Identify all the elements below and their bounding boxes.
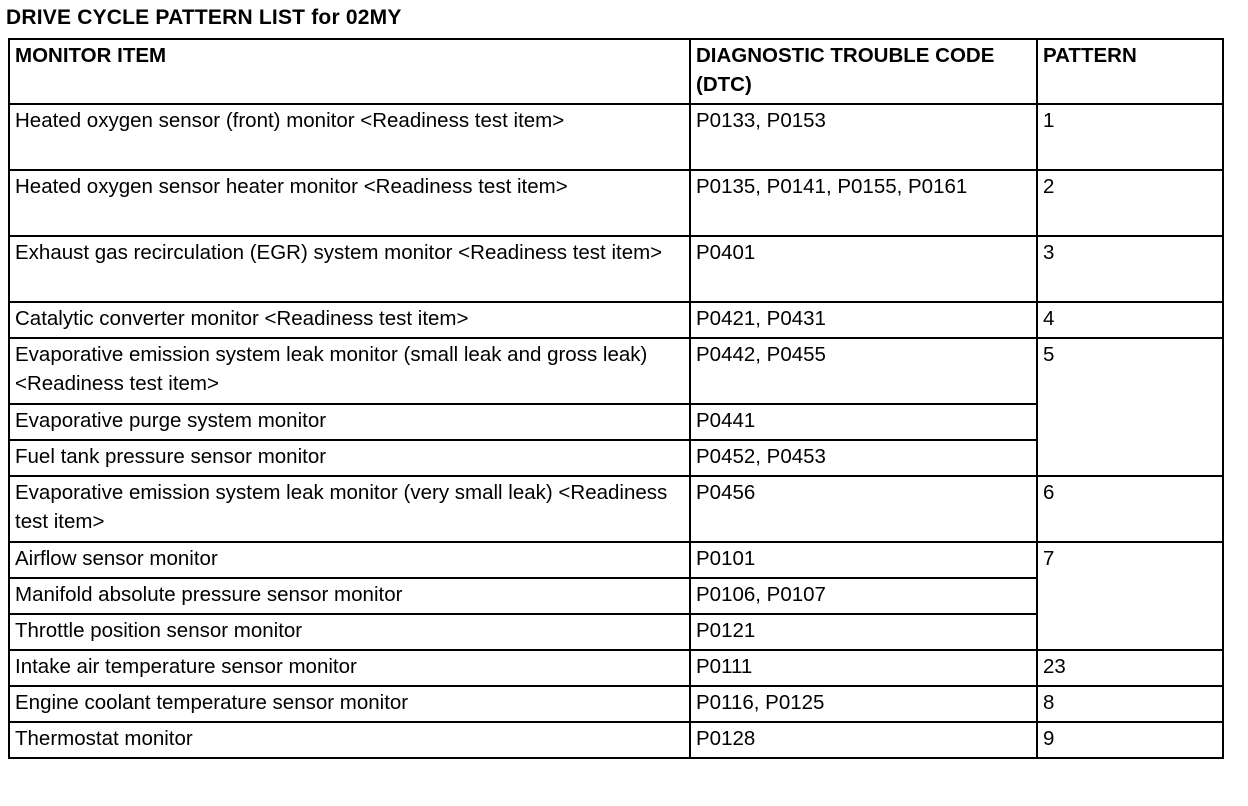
monitor-item-cell: Airflow sensor monitor: [9, 542, 690, 578]
pattern-cell: 2: [1037, 170, 1223, 236]
monitor-item-cell: Intake air temperature sensor monitor: [9, 650, 690, 686]
column-header-dtc: DIAGNOSTIC TROUBLE CODE (DTC): [690, 39, 1037, 104]
page-title: DRIVE CYCLE PATTERN LIST for 02MY: [6, 6, 402, 29]
pattern-cell: 7: [1037, 542, 1223, 650]
dtc-cell: P0116, P0125: [690, 686, 1037, 722]
pattern-cell: 23: [1037, 650, 1223, 686]
monitor-item-cell: Evaporative purge system monitor: [9, 404, 690, 440]
table-row: [9, 686, 1223, 722]
dtc-cell: P0401: [690, 236, 1037, 302]
table-row: [9, 650, 1223, 686]
dtc-cell: P0101: [690, 542, 1037, 578]
pattern-cell: 1: [1037, 104, 1223, 170]
table-row: [9, 104, 1223, 170]
dtc-cell: P0135, P0141, P0155, P0161: [690, 170, 1037, 236]
monitor-item-cell: Engine coolant temperature sensor monitor: [9, 686, 690, 722]
monitor-item-cell: Thermostat monitor: [9, 722, 690, 758]
table-row: [9, 476, 1223, 542]
table-row: [9, 170, 1223, 236]
column-header-monitor-item: MONITOR ITEM: [9, 39, 690, 104]
table-header-row: [9, 39, 1223, 104]
table-row: [9, 338, 1223, 404]
dtc-cell: P0128: [690, 722, 1037, 758]
dtc-cell: P0441: [690, 404, 1037, 440]
monitor-item-cell: Evaporative emission system leak monitor (very small leak) <Readiness test item>: [9, 476, 690, 542]
dtc-cell: P0133, P0153: [690, 104, 1037, 170]
monitor-item-cell: Heated oxygen sensor heater monitor <Readiness test item>: [9, 170, 690, 236]
pattern-cell: 5: [1037, 338, 1223, 476]
drive-cycle-pattern-table: [8, 38, 1224, 759]
pattern-cell: 3: [1037, 236, 1223, 302]
dtc-cell: P0111: [690, 650, 1037, 686]
monitor-item-cell: Exhaust gas recirculation (EGR) system monitor <Readiness test item>: [9, 236, 690, 302]
pattern-cell: 9: [1037, 722, 1223, 758]
monitor-item-cell: Evaporative emission system leak monitor (small leak and gross leak) <Readiness test item>: [9, 338, 690, 404]
monitor-item-cell: Manifold absolute pressure sensor monitor: [9, 578, 690, 614]
dtc-cell: P0106, P0107: [690, 578, 1037, 614]
pattern-cell: 8: [1037, 686, 1223, 722]
table-row: [9, 236, 1223, 302]
monitor-item-cell: Catalytic converter monitor <Readiness test item>: [9, 302, 690, 338]
monitor-item-cell: Heated oxygen sensor (front) monitor <Readiness test item>: [9, 104, 690, 170]
table-row: [9, 302, 1223, 338]
dtc-cell: P0442, P0455: [690, 338, 1037, 404]
pattern-cell: 4: [1037, 302, 1223, 338]
monitor-item-cell: Throttle position sensor monitor: [9, 614, 690, 650]
dtc-cell: P0421, P0431: [690, 302, 1037, 338]
table-row: [9, 542, 1223, 578]
dtc-cell: P0452, P0453: [690, 440, 1037, 476]
dtc-cell: P0121: [690, 614, 1037, 650]
dtc-cell: P0456: [690, 476, 1037, 542]
column-header-pattern: PATTERN: [1037, 39, 1223, 104]
monitor-item-cell: Fuel tank pressure sensor monitor: [9, 440, 690, 476]
table-row: [9, 722, 1223, 758]
pattern-cell: 6: [1037, 476, 1223, 542]
